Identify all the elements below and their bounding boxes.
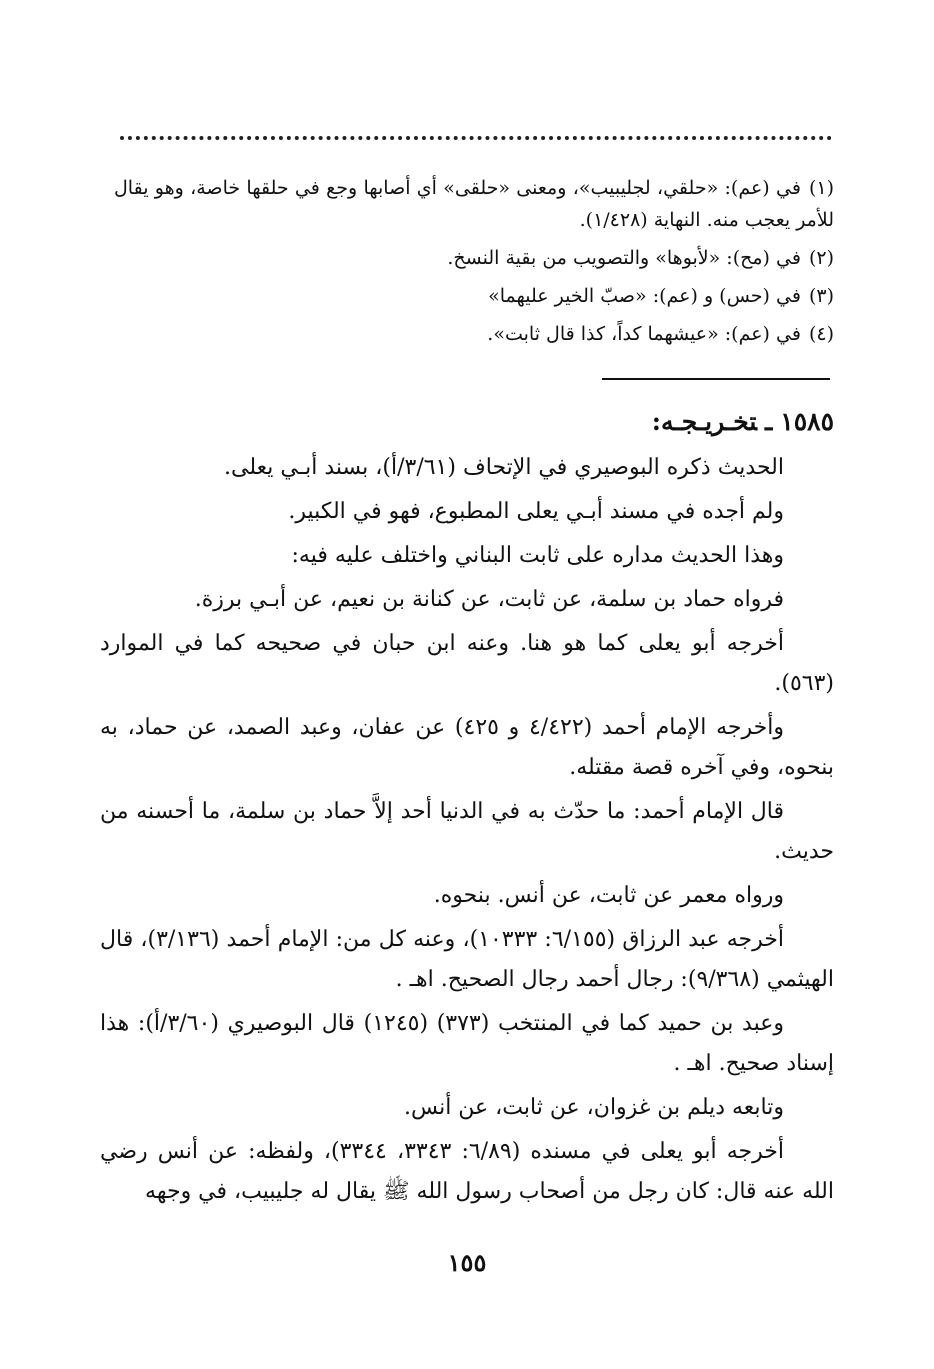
footnote xyxy=(114,172,834,236)
footnote xyxy=(114,280,834,312)
paragraph: ولم أجده في مسند أبـي يعلى المطبوع، فهو في الكبير. xyxy=(288,499,784,524)
heading-separator: ـ xyxy=(764,407,773,436)
footnote-number: (٣) xyxy=(808,285,834,307)
footnote-number: (٢) xyxy=(808,247,834,269)
paragraph: أخرجه عبد الرزاق (٦/١٥٥: ١٠٣٣٣)، وعنه كل من: الإمام أحمد (٣/١٣٦)، قال الهيثمي (٩/٣٦٨): رجال أحمد رجال الصحيح. اهـ . xyxy=(100,927,834,992)
footnote-text: في (حس) و (عم): «صبّ الخير عليهما» xyxy=(488,285,801,307)
paragraph: وأخرجه الإمام أحمد (٤/٤٢٢ و ٤٢٥) عن عفان، وعبد الصمد، عن حماد، به بنحوه، وفي آخره قصة مقتله. xyxy=(100,715,834,780)
footnote-number: (٤) xyxy=(808,323,834,345)
footnote xyxy=(114,242,834,274)
section-rule xyxy=(602,378,830,380)
paragraph: فرواه حماد بن سلمة، عن ثابت، عن كنانة بن نعيم، عن أبـي برزة. xyxy=(194,587,784,612)
page-number: ١٥٥ xyxy=(447,1248,487,1277)
footnote-number: (١) xyxy=(808,177,834,199)
heading-title: تخـريـجـه: xyxy=(651,407,757,436)
paragraph: وتابعه ديلم بن غزوان، عن ثابت، عن أنس. xyxy=(404,1095,784,1120)
footnote-text: في (مح): «لأبوها» والتصويب من بقية النسخ. xyxy=(447,247,801,269)
footnote xyxy=(114,318,834,350)
paragraph: أخرجه أبو يعلى كما هو هنا. وعنه ابن حبان في صحيحه كما في الموارد (٥٦٣). xyxy=(100,631,834,696)
paragraph: أخرجه أبو يعلى في مسنده (٦/٨٩: ٣٣٤٣، ٣٣٤٤)، ولفظه: عن أنس رضي الله عنه قال: كان رجل من أصحاب رسول الله ﷺ يقال له جليبيب، في وجهه xyxy=(100,1139,834,1204)
paragraph: وعبد بن حميد كما في المنتخب (٣٧٣) (١٢٤٥) قال البوصيري (٣/٦٠/أ): هذا إسناد صحيح. اهـ . xyxy=(100,1011,834,1076)
paragraph: الحديث ذكره البوصيري في الإتحاف (٣/٦١/أ)، بسند أبـي يعلى. xyxy=(224,455,784,480)
footnotes xyxy=(114,172,834,356)
paragraph: ورواه معمر عن ثابت، عن أنس. بنحوه. xyxy=(433,883,784,908)
footnote-text: في (عم): «عيشهما كداً، كذا قال ثابت». xyxy=(487,323,801,345)
heading-number: ١٥٨٥ xyxy=(780,407,834,436)
paragraph: قال الإمام أحمد: ما حدّث به في الدنيا أحد إلاَّ حماد بن سلمة، ما أحسنه من حديث. xyxy=(100,799,834,864)
paragraph: وهذا الحديث مداره على ثابت البناني واختلف عليه فيه: xyxy=(291,543,784,568)
section-heading xyxy=(100,400,834,444)
footnote-text: في (عم): «حلقي، لجليبيب»، ومعنى «حلقى» أي أصابها وجع في حلقها خاصة، وهو يقال للأمر يعجب منه. النهاية (١/٤٢٨). xyxy=(114,177,834,231)
main-text xyxy=(100,400,834,1216)
dotted-separator xyxy=(120,136,832,140)
